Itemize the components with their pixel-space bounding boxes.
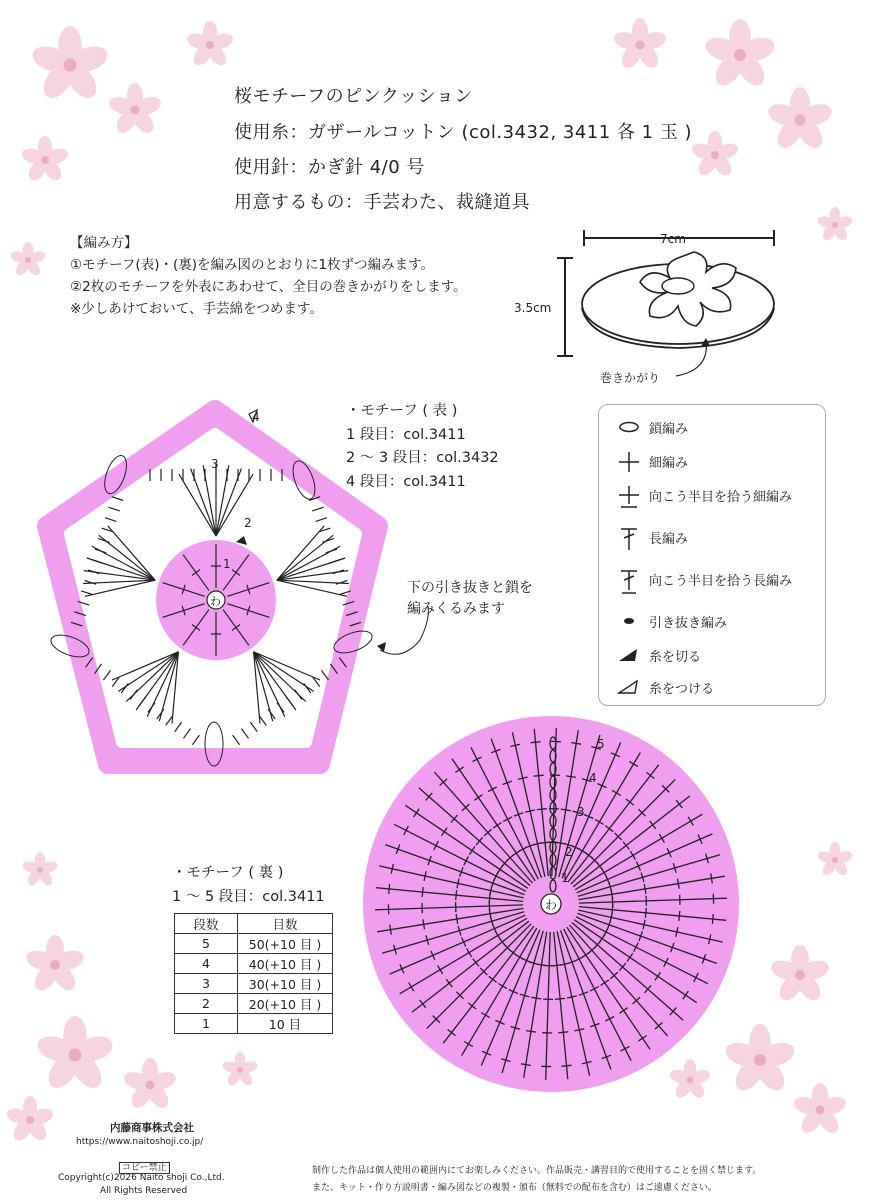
height-label: 3.5cm <box>514 301 552 315</box>
blossom <box>20 136 70 184</box>
instructions <box>70 232 467 320</box>
company-name: 内藤商事株式会社 <box>110 1122 194 1134</box>
copy-prohibited-label: コピー禁止 <box>119 1162 170 1174</box>
yarn-info: 使用糸：ガザールコットン (col.3432, 3411 各 1 玉 ) <box>234 122 693 143</box>
back-row-marker: 5 <box>597 737 605 751</box>
legend-label: 引き抜き編み <box>649 616 728 631</box>
usage-notice: また、キット・作り方説明書・編み図などの複製・頒布（無料での配布を含む）はご遠慮ください。 <box>312 1183 717 1193</box>
blossom <box>690 131 740 179</box>
front-motif-row: 4 段目：col.3411 <box>346 473 466 490</box>
table-header-row <box>175 914 333 934</box>
back-motif-title: ・モチーフ ( 裏 ) <box>172 865 284 881</box>
blossom <box>5 1096 55 1144</box>
front-motif-title: ・モチーフ ( 表 ) <box>346 403 458 419</box>
legend-label: 向こう半目を拾う細編み <box>649 490 793 505</box>
instructions-heading: 【編み方】 <box>70 235 138 251</box>
chain-stitch-icon <box>615 417 643 437</box>
back-row-marker: 1 <box>561 871 569 885</box>
front-motif-row: 1 段目：col.3411 <box>346 426 466 443</box>
back-row-marker: 4 <box>589 771 597 785</box>
table-cell: 30(+10 目 ) <box>238 974 333 994</box>
blossom <box>816 842 854 878</box>
blossom <box>185 21 235 69</box>
front-motif-note-line: 編みくるみます <box>407 601 505 617</box>
copyright-line: All Rights Reserved <box>100 1186 188 1196</box>
join-yarn-icon <box>615 677 643 697</box>
table-row <box>175 934 333 954</box>
blossom <box>107 83 163 137</box>
stitch-count-table <box>174 913 333 1034</box>
copyright-line: Copyright(c)2026 Naito shoji Co.,Ltd. <box>58 1173 225 1183</box>
hook-info: 使用針：かぎ針 4/0 号 <box>234 157 425 178</box>
instruction-step: ①モチーフ(表)・(裏)を編み図のとおりに1枚ずつ編みます。 <box>70 257 435 273</box>
stitch-legend <box>598 404 826 706</box>
supplies-info: 用意するもの：手芸わた、裁縫道具 <box>234 192 530 213</box>
blossom <box>702 19 777 90</box>
blossom <box>792 1083 848 1137</box>
single-crochet-icon <box>615 451 643 473</box>
blossom <box>29 26 110 103</box>
legend-item <box>599 525 825 549</box>
table-cell: 3 <box>175 974 238 994</box>
front-row-marker: 3 <box>211 457 219 471</box>
table-row <box>175 954 333 974</box>
table-cell: 50(+10 目 ) <box>238 934 333 954</box>
legend-label: 向こう半目を拾う長編み <box>649 574 793 589</box>
table-row <box>175 1014 333 1034</box>
back-loop-single-crochet-icon <box>615 485 643 509</box>
front-motif-note-line: 下の引き抜きと鎖を <box>407 580 533 596</box>
table-header: 目数 <box>238 914 333 934</box>
cushion-dimension-diagram <box>510 220 810 395</box>
back-motif-chart <box>355 710 755 1105</box>
table-cell: 20(+10 目 ) <box>238 994 333 1014</box>
back-loop-double-crochet-icon <box>615 569 643 595</box>
back-ring-label: わ <box>545 898 558 912</box>
blossom <box>21 852 59 888</box>
width-label: 7cm <box>660 232 686 246</box>
table-cell: 10 目 <box>238 1014 333 1034</box>
legend-item <box>599 483 825 507</box>
back-motif-info <box>172 862 325 909</box>
front-row-marker: 2 <box>244 516 252 530</box>
legend-label: 糸をつける <box>649 682 715 697</box>
table-cell: 4 <box>175 954 238 974</box>
front-row-marker: 1 <box>223 557 231 571</box>
legend-item <box>599 415 825 439</box>
cut-yarn-icon <box>615 645 643 665</box>
company-url[interactable]: https://www.naitoshoji.co.jp/ <box>76 1137 204 1147</box>
instruction-step: ②2枚のモチーフを外表にあわせて、全目の巻きかがりをします。 <box>70 279 467 295</box>
copy-prohibited-badge <box>119 1155 170 1174</box>
seam-label: 巻きかがり <box>600 371 661 385</box>
back-row-marker: 2 <box>565 845 573 859</box>
double-crochet-icon <box>615 527 643 551</box>
table-cell: 5 <box>175 934 238 954</box>
front-ring-label: わ <box>210 595 221 608</box>
slip-stitch-icon <box>615 611 643 631</box>
table-cell: 40(+10 目 ) <box>238 954 333 974</box>
usage-notice: 制作した作品は個人使用の範囲内にてお楽しみください。作品販売・講習目的で使用することを固く禁じます。 <box>312 1166 762 1176</box>
blossom <box>766 87 835 153</box>
table-header: 段数 <box>175 914 238 934</box>
legend-label: 細編み <box>649 456 689 471</box>
legend-item <box>599 609 825 633</box>
table-row <box>175 994 333 1014</box>
legend-item <box>599 449 825 473</box>
blossom <box>34 1016 115 1093</box>
blossom <box>612 18 668 72</box>
blossom <box>769 945 832 1005</box>
blossom <box>9 242 47 278</box>
legend-label: 糸を切る <box>649 650 702 665</box>
legend-label: 鎖編み <box>649 422 689 437</box>
front-row-marker: 4 <box>252 410 260 424</box>
legend-item <box>599 675 825 699</box>
back-motif-rows: 1 ～ 5 段目：col.3411 <box>172 888 325 905</box>
pattern-title: 桜モチーフのピンクッション <box>234 86 473 107</box>
table-row <box>175 974 333 994</box>
blossom <box>221 1052 259 1088</box>
legend-item <box>599 567 825 591</box>
legend-label: 長編み <box>649 532 689 547</box>
table-cell: 1 <box>175 1014 238 1034</box>
legend-item <box>599 643 825 667</box>
back-row-marker: 3 <box>577 805 585 819</box>
blossom <box>24 935 87 995</box>
table-cell: 2 <box>175 994 238 1014</box>
instruction-step: ※少しあけておいて、手芸綿をつめます。 <box>70 301 323 317</box>
blossom <box>122 1058 178 1112</box>
blossom <box>816 207 854 243</box>
front-motif-row: 2 ～ 3 段目：col.3432 <box>346 450 499 466</box>
